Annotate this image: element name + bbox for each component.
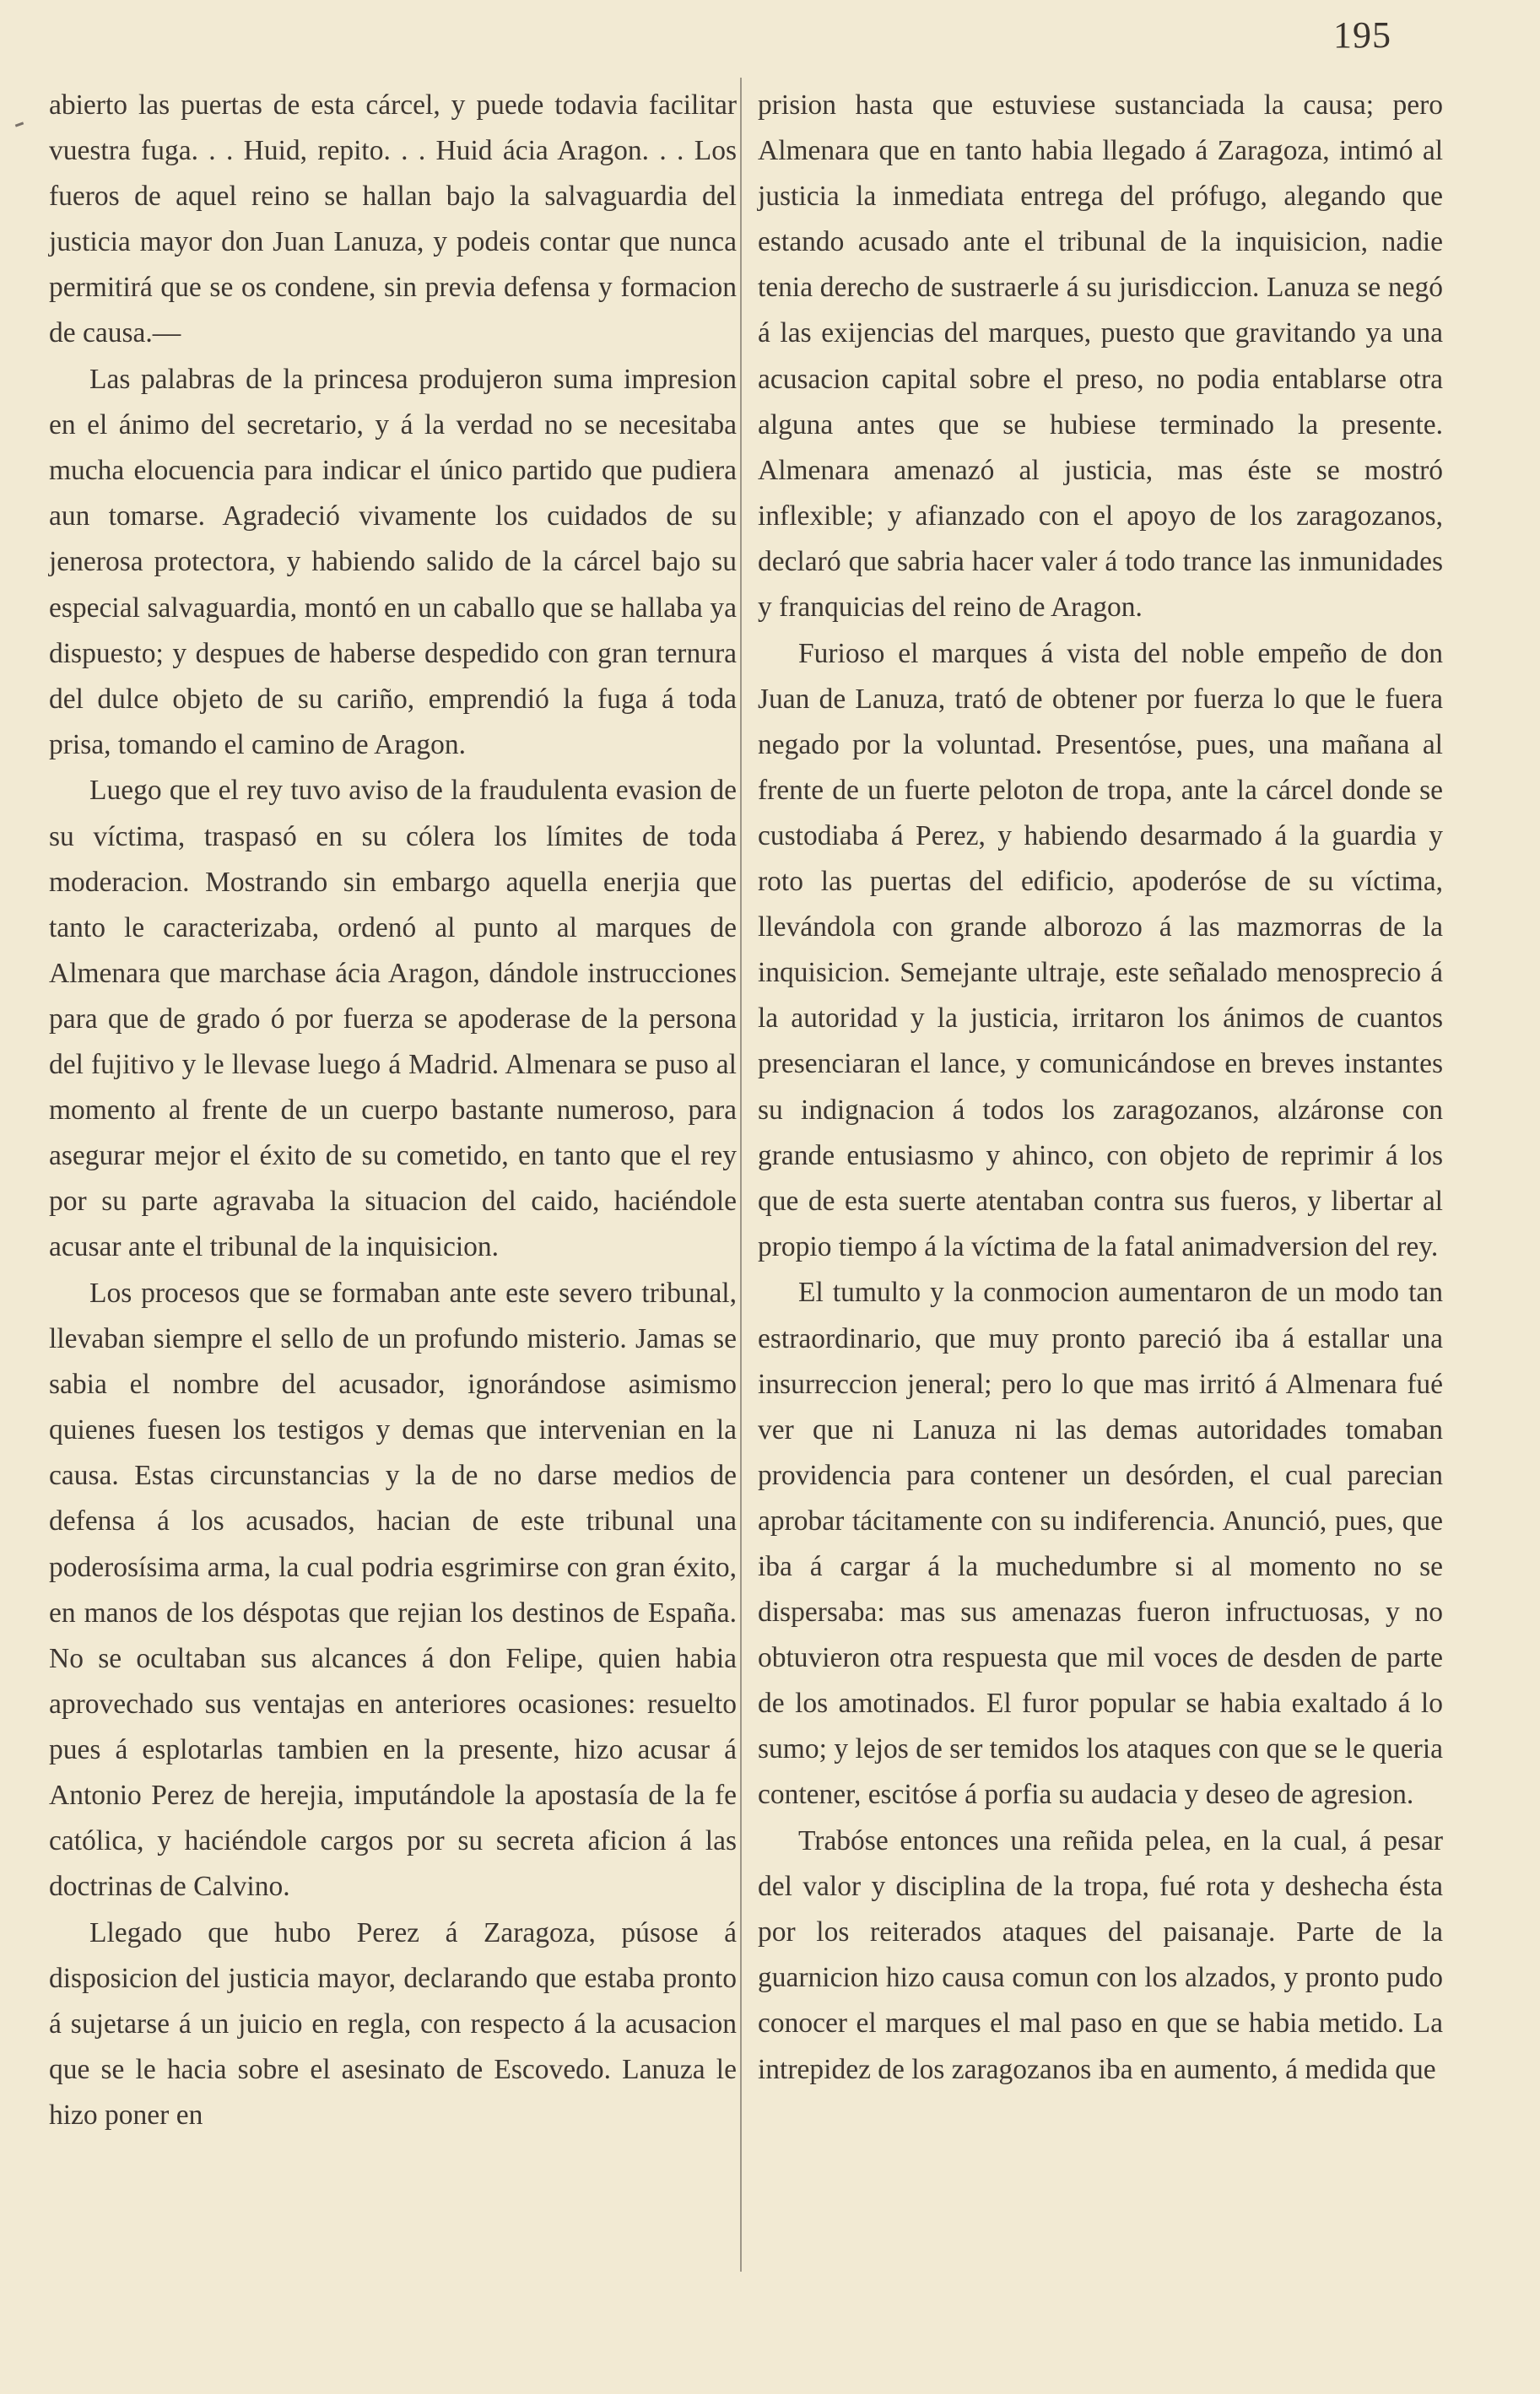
paragraph: Trabóse entonces una reñida pelea, en la cual, á pesar del valor y disciplina de la tropa, fué rota y deshecha ésta por los reiterados ataques del paisanaje. Parte de la guarnicion hizo causa comun con los alzados, y pronto pudo conocer el marques el mal paso en que se habia metido. La intrepidez de los zaragozanos iba en aumento, á medida que xyxy=(758,1825,1443,2085)
left-column xyxy=(49,83,737,2139)
paragraph: Furioso el marques á vista del noble empeño de don Juan de Lanuza, trató de obtener por fuerza lo que le fuera negado por la voluntad. Presentóse, pues, una mañana al frente de un fuerte peloton de tropa, ante la cárcel donde se custodiaba á Perez, y habiendo desarmado á la guardia y roto las puertas del edificio, apoderóse de su víctima, llevándola con grande alborozo á las mazmorras de la inquisicion. Semejante ultraje, este señalado menosprecio á la autoridad y la justicia, irritaron los ánimos de cuantos presenciaran el lance, y comunicándose en breves instantes su indignacion á todos los zaragozanos, alzáronse con grande entusiasmo y ahinco, con objeto de reprimir á los que de esta suerte atentaban contra sus fueros, y libertar al propio tiempo á la víctima de la fatal animadversion del rey. xyxy=(758,637,1443,1262)
page-number: 195 xyxy=(1333,14,1391,56)
column-divider xyxy=(740,78,742,2272)
paragraph: Luego que el rey tuvo aviso de la fraudulenta evasion de su víctima, traspasó en su cólera los límites de toda moderacion. Mostrando sin embargo aquella enerjia que tanto le caracterizaba, ordenó al punto al marques de Almenara que marchase ácia Aragon, dándole instrucciones para que de grado ó por fuerza se apoderase de la persona del fujitivo y le llevase luego á Madrid. Almenara se puso al momento al frente de un cuerpo bastante numeroso, para asegurar mejor el éxito de su cometido, en tanto que el rey por su parte agravaba la situacion del caido, haciéndole acusar ante el tribunal de la inquisicion. xyxy=(49,775,737,1263)
paragraph: Los procesos que se formaban ante este severo tribunal, llevaban siempre el sello de un profundo misterio. Jamas se sabia el nombre del acusador, ignorándose asimismo quienes fuesen los testigos y demas que intervenian en la causa. Estas circunstancias y la de no darse medios de defensa á los acusados, hacian de este tribunal una poderosísima arma, la cual podria esgrimirse con gran éxito, en manos de los déspotas que rejian los destinos de España. No se ocultaban sus alcances á don Felipe, quien habia aprovechado sus ventajas en anteriores ocasiones: resuelto pues á esplotarlas tambien en la presente, hizo acusar á Antonio Perez de herejia, imputándole la apostasía de la fe católica, y haciéndole cargos por su secreta aficion á las doctrinas de Calvino. xyxy=(49,1277,737,1903)
paragraph: El tumulto y la conmocion aumentaron de un modo tan estraordinario, que muy pronto pareció iba á estallar una insurreccion jeneral; pero lo que mas irritó á Almenara fué ver que ni Lanuza ni las demas autoridades tomaban providencia para contener un desórden, el cual parecian aprobar tácitamente con su indiferencia. Anunció, pues, que iba á cargar á la muchedumbre si al momento no se dispersaba: mas sus amenazas fueron infructuosas, y no obtuvieron otra respuesta que mil voces de desden de parte de los amotinados. El furor popular se habia exaltado á lo sumo; y lejos de ser temidos los ataques con que se le queria contener, escitóse á porfia su audacia y deseo de agresion. xyxy=(758,1277,1443,1811)
paragraph: Las palabras de la princesa produjeron suma impresion en el ánimo del secretario, y á la verdad no se necesitaba mucha elocuencia para indicar el único partido que pudiera aun tomarse. Agradeció vivamente los cuidados de su jenerosa protectora, y habiendo salido de la cárcel bajo su especial salvaguardia, montó en un caballo que se hallaba ya dispuesto; y despues de haberse despedido con gran ternura del dulce objeto de su cariño, emprendió la fuga á toda prisa, tomando el camino de Aragon. xyxy=(49,364,737,760)
paragraph: Llegado que hubo Perez á Zaragoza, púsose á disposicion del justicia mayor, declarando que estaba pronto á sujetarse á un juicio en regla, con respecto á la acusacion que se le hacia sobre el asesinato de Escovedo. Lanuza le hizo poner en xyxy=(49,1916,737,2132)
paragraph: prision hasta que estuviese sustanciada la causa; pero Almenara que en tanto habia llegado á Zaragoza, intimó al justicia la inmediata entrega del prófugo, alegando que estando acusado ante el tribunal de la inquisicion, nadie tenia derecho de sustraerle á su jurisdiccion. Lanuza se negó á las exijencias del marques, puesto que gravitando ya una acusacion capital sobre el preso, no podia entablarse otra alguna antes que se hubiese terminado la presente. Almenara amenazó al justicia, mas éste se mostró inflexible; y afianzado con el apoyo de los zaragozanos, declaró que sabria hacer valer á todo trance las inmunidades y franquicias del reino de Aragon. xyxy=(758,89,1443,624)
right-column xyxy=(758,83,1443,2093)
margin-mark xyxy=(15,122,24,127)
paragraph: abierto las puertas de esta cárcel, y puede todavia facilitar vuestra fuga. . . Huid, repito. . . Huid ácia Aragon. . . Los fueros de aquel reino se hallan bajo la salvaguardia del justicia mayor don Juan Lanuza, y podeis contar que nunca permitirá que se os condene, sin previa defensa y formacion de causa.— xyxy=(49,89,737,349)
